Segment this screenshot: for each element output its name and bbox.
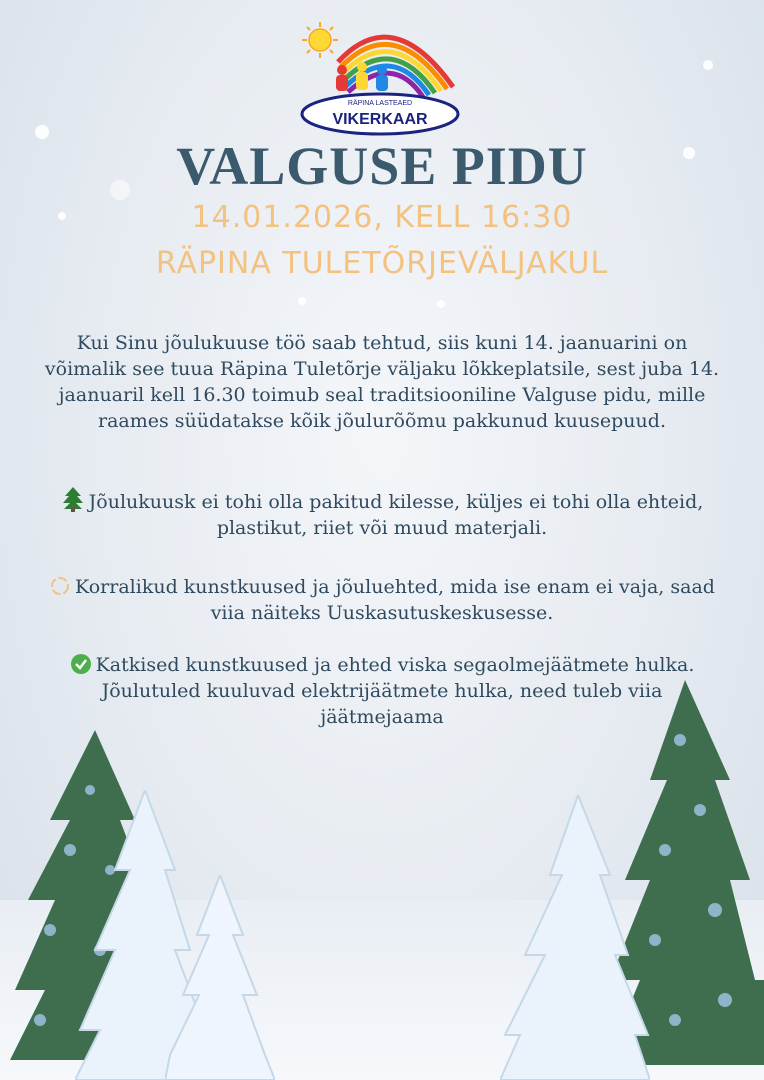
rule-reuse-paragraph	[40, 574, 724, 626]
logo-org-small: RÄPINA LASTEAED	[347, 100, 413, 107]
rule-tree-paragraph	[40, 486, 724, 541]
check-circle-icon	[70, 653, 92, 675]
kindergarten-logo	[298, 12, 468, 136]
snow-tree-left-small	[165, 875, 275, 1080]
logo-org-name: VIKERKAAR	[332, 111, 428, 128]
children-icon	[336, 62, 388, 91]
intro-paragraph: Kui Sinu jõulukuuse töö saab tehtud, siis kuni 14. jaanuarini on võimalik see tuua Räpina Tuletõrje väljaku lõkkeplatsile, sest juba 14. jaanuaril kell 16.30 toimub seal traditsiooniline Valguse pidu, mille raames süüdatakse kõik jõulurõõmu pakkunud kuusepuud.	[44, 332, 720, 432]
event-location: RÄPINA TULETÕRJEVÄLJAKUL	[155, 246, 609, 281]
rule-tree-text: Jõulukuusk ei tohi olla pakitud kilesse, küljes ei tohi olla ehteid, plastikut, riiet või muud materjali.	[88, 491, 704, 539]
rule-waste-text: Katkised kunstkuused ja ehted viska segaolmejäätmete hulka. Jõulutuled kuuluvad elektrijäätmete hulka, need tuleb viia jäätmejaama	[95, 654, 695, 728]
snowflake	[298, 297, 306, 305]
snow-tree-right	[500, 795, 650, 1080]
event-datetime: 14.01.2026, KELL 16:30	[191, 200, 573, 235]
sun-icon	[302, 22, 338, 58]
christmas-tree-icon	[61, 486, 85, 512]
snowflake	[437, 300, 445, 308]
snowflake	[703, 60, 713, 70]
rainbow-icon	[338, 37, 453, 97]
rule-reuse-text: Korralikud kunstkuused ja jõuluehted, mida ise enam ei vaja, saad viia näiteks Uuskasutuskeskusesse.	[75, 576, 715, 624]
recycle-icon	[49, 575, 71, 597]
event-title: VALGUSE PIDU	[176, 136, 588, 196]
